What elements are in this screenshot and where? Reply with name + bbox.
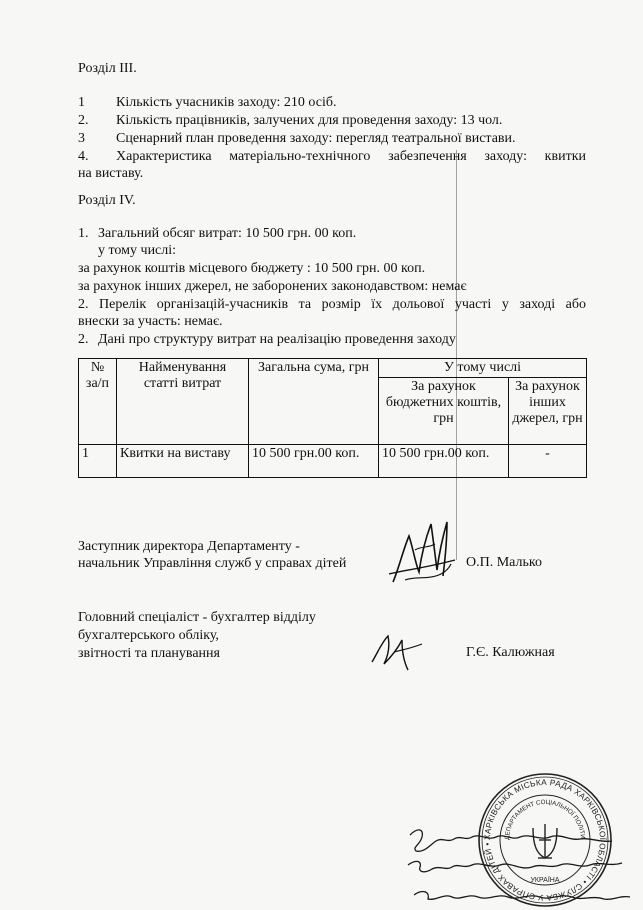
cell-number: 1: [79, 445, 117, 478]
signatory-title: звітності та планування: [78, 646, 220, 661]
header-including: У тому числі: [379, 359, 587, 378]
signatory-name: Г.Є. Калюжная: [466, 645, 555, 660]
item-number: 1: [78, 95, 85, 110]
signatory-name: О.П. Малько: [466, 555, 542, 570]
handwritten-signature: [385, 510, 465, 590]
participants-text: 2. Перелік організацій-учасників та розмір їх дольової участі у заході або: [78, 297, 586, 312]
cost-structure-text: Дані про структуру витрат на реалізацію проведення заходу: [98, 332, 456, 347]
cell-budget: 10 500 грн.00 коп.: [379, 445, 509, 478]
item-text: Кількість працівників, залучених для проведення заходу: 13 чол.: [116, 113, 503, 128]
stamp-inner-text: ДЕПАРТАМЕНТ СОЦІАЛЬНОЇ ПОЛІТИКИ: [472, 765, 587, 841]
item-text: Характеристика матеріально-технічного забезпечення заходу: квитки: [116, 149, 586, 164]
item-text: Кількість учасників заходу: 210 осіб.: [116, 95, 337, 110]
signatory-title: Головний спеціаліст - бухгалтер відділу: [78, 610, 316, 625]
header-item-name: Найменування статті витрат: [117, 359, 249, 445]
stamp-ring-text: ХАРКІВСЬКА МІСЬКА РАДА ХАРКІВСЬКОЇ ОБЛАСТІ • СЛУЖБА У СПРАВАХ ДІТЕЙ •: [482, 777, 608, 903]
scan-fold-line: [456, 150, 457, 560]
cell-item-name: Квитки на виставу: [117, 445, 249, 478]
item-text-continuation: на виставу.: [78, 166, 144, 181]
item-number: 2.: [78, 332, 89, 347]
participants-text-continuation: внески за участь: немає.: [78, 314, 223, 329]
cost-structure-table: [78, 358, 587, 478]
other-sources-text: за рахунок інших джерел, не заборонених законодавством: немає: [78, 279, 467, 294]
stamp-bottom-text: УКРАЇНА: [530, 877, 560, 884]
item-number: 1.: [78, 226, 89, 241]
section-4-heading: Розділ IV.: [78, 193, 136, 208]
section-3-heading: Розділ ІІІ.: [78, 61, 137, 76]
local-budget-text: за рахунок коштів місцевого бюджету : 10 500 грн. 00 коп.: [78, 261, 426, 276]
item-number: 2.: [78, 113, 89, 128]
item-number: 4.: [78, 149, 89, 164]
signatory-title: бухгалтерського обліку,: [78, 628, 219, 643]
cell-other-sources: -: [509, 445, 587, 478]
handwritten-signature: [368, 630, 428, 675]
including-label: у тому числі:: [98, 243, 177, 258]
total-costs-text: Загальний обсяг витрат: 10 500 грн. 00 коп.: [98, 226, 357, 241]
header-budget: За рахунок бюджетних коштів, грн: [379, 378, 509, 445]
table-header-row: [79, 359, 587, 378]
header-other-sources: За рахунок інших джерел, грн: [509, 378, 587, 445]
signatory-title: Заступник директора Департаменту -: [78, 539, 300, 554]
header-total: Загальна сума, грн: [249, 359, 379, 445]
cell-total: 10 500 грн.00 коп.: [249, 445, 379, 478]
signatory-title: начальник Управління служб у справах дітей: [78, 556, 347, 571]
item-text: Сценарний план проведення заходу: перегляд театральної вистави.: [116, 131, 516, 146]
table-row: [79, 445, 587, 478]
item-number: 3: [78, 131, 85, 146]
header-number: № за/п: [79, 359, 117, 445]
handwritten-annotation: [400, 815, 640, 910]
